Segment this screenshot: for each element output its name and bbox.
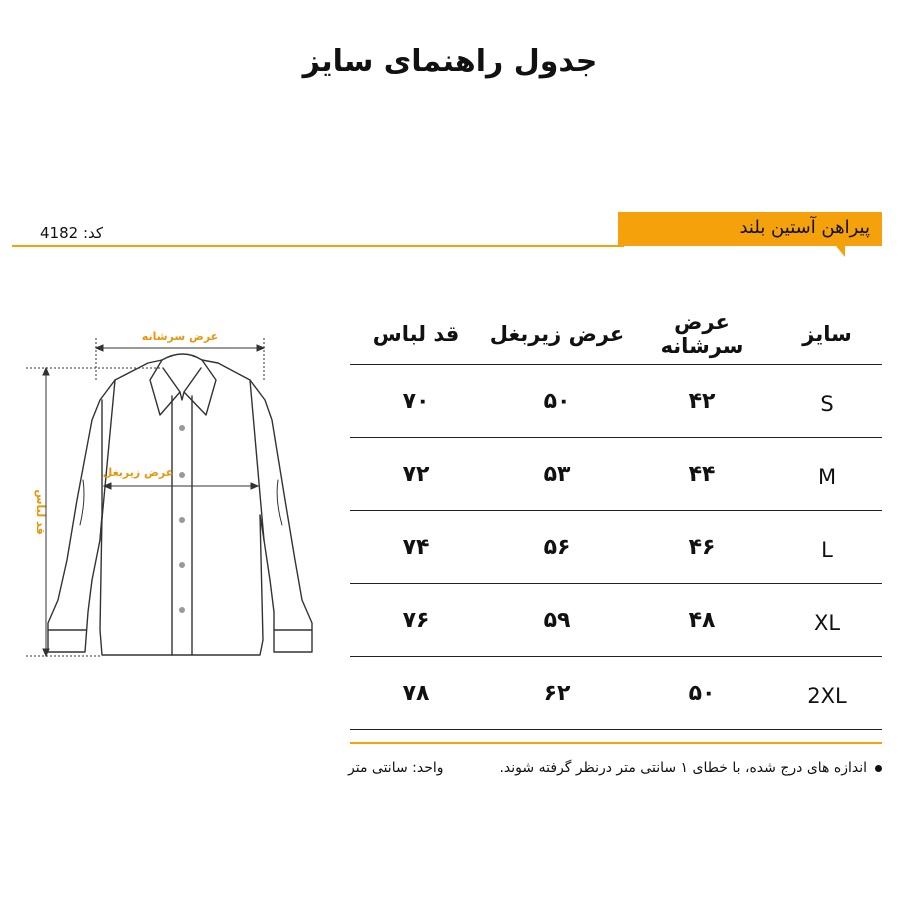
product-name: پیراهن آستین بلند bbox=[739, 217, 870, 238]
tolerance-note-text: اندازه های درج شده، با خطای ۱ سانتی متر درنظر گرفته شوند. bbox=[499, 760, 867, 776]
bullet-icon bbox=[875, 765, 882, 772]
page-title: جدول راهنمای سایز bbox=[302, 44, 598, 79]
length-label: قد لباس bbox=[34, 489, 47, 535]
table-row bbox=[350, 365, 882, 438]
table-header-row bbox=[350, 304, 882, 365]
header-shoulder: عرض سرشانه bbox=[660, 310, 744, 358]
product-tag bbox=[618, 212, 882, 246]
shoulder-cell: ۵۰ bbox=[632, 657, 772, 730]
tolerance-note bbox=[499, 760, 882, 776]
product-code-label: کد: bbox=[82, 224, 104, 242]
product-code bbox=[40, 224, 103, 242]
size-cell: S bbox=[772, 365, 882, 438]
chest-cell: ۶۲ bbox=[482, 657, 632, 730]
chest-cell: ۵۳ bbox=[482, 438, 632, 511]
shoulder-width-label: عرض سرشانه bbox=[141, 330, 219, 343]
size-cell: XL bbox=[772, 584, 882, 657]
size-cell: M bbox=[772, 438, 882, 511]
length-cell: ۷۰ bbox=[350, 365, 482, 438]
header-size: سایز bbox=[802, 322, 852, 346]
chest-cell: ۵۹ bbox=[482, 584, 632, 657]
size-table bbox=[350, 304, 882, 730]
size-cell: 2XL bbox=[772, 657, 882, 730]
chest-cell: ۵۰ bbox=[482, 365, 632, 438]
unit-label: واحد: سانتی متر bbox=[348, 760, 444, 776]
table-row bbox=[350, 657, 882, 730]
footer-divider bbox=[350, 742, 882, 744]
shoulder-cell: ۴۴ bbox=[632, 438, 772, 511]
length-cell: ۷۸ bbox=[350, 657, 482, 730]
table-row bbox=[350, 511, 882, 584]
product-tag-tail bbox=[836, 246, 845, 257]
shoulder-cell: ۴۶ bbox=[632, 511, 772, 584]
product-code-value: 4182 bbox=[40, 224, 79, 242]
shoulder-cell: ۴۲ bbox=[632, 365, 772, 438]
length-cell: ۷۲ bbox=[350, 438, 482, 511]
chest-width-label: عرض زیربغل bbox=[102, 466, 174, 479]
header-chest: عرض زیربغل bbox=[489, 322, 625, 346]
length-cell: ۷۶ bbox=[350, 584, 482, 657]
header-length: قد لباس bbox=[372, 322, 460, 346]
shirt-diagram bbox=[20, 300, 330, 670]
shoulder-cell: ۴۸ bbox=[632, 584, 772, 657]
length-cell: ۷۴ bbox=[350, 511, 482, 584]
size-cell: L bbox=[772, 511, 882, 584]
table-row bbox=[350, 584, 882, 657]
header-divider bbox=[12, 245, 624, 247]
chest-cell: ۵۶ bbox=[482, 511, 632, 584]
table-row bbox=[350, 438, 882, 511]
